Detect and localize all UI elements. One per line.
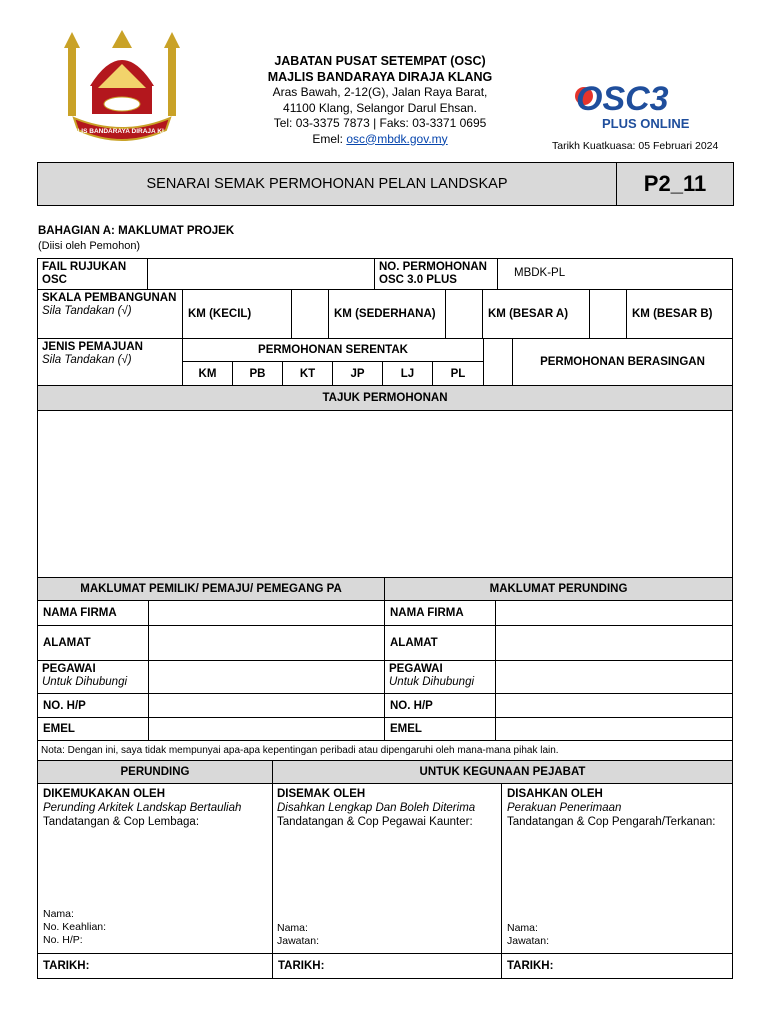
consultant-emel-label: EMEL	[384, 717, 496, 741]
approved-by-box[interactable]	[501, 783, 733, 954]
km-sederhana-checkbox[interactable]	[445, 289, 483, 339]
section-a-title: BAHAGIAN A: MAKLUMAT PROJEK	[38, 225, 235, 237]
consultant-pegawai-hint: Untuk Dihubungi	[389, 676, 475, 688]
approved-by-nama: Nama:	[507, 922, 538, 934]
consultant-hp-label: NO. H/P	[384, 693, 496, 718]
serentak-kt[interactable]: KT	[282, 361, 333, 386]
owner-hp-field[interactable]	[148, 693, 385, 718]
submitted-by-title: DIKEMUKAKAN OLEH	[43, 788, 166, 800]
km-kecil-checkbox[interactable]	[291, 289, 329, 339]
osc3-plus-online-logo	[572, 78, 712, 133]
checked-by-jawatan: Jawatan:	[277, 935, 320, 947]
osc-logo-main: OSC3	[576, 80, 669, 118]
consultant-pegawai-label-cell	[384, 660, 496, 694]
serentak-pb[interactable]: PB	[232, 361, 283, 386]
consultant-alamat-field[interactable]	[495, 625, 733, 661]
owner-nama-firma-field[interactable]	[148, 600, 385, 626]
checked-by-sub: Disahkan Lengkap Dan Boleh Diterima	[277, 802, 476, 814]
km-besar-a-label: KM (BESAR A)	[482, 289, 590, 339]
email-link[interactable]: osc@mbdk.gov.my	[346, 131, 448, 146]
address-line2: 41100 Klang, Selangor Darul Ehsan.	[283, 100, 477, 115]
section-a-subtitle: (Diisi oleh Pemohon)	[38, 240, 141, 252]
checked-by-title: DISEMAK OLEH	[277, 788, 366, 800]
serentak-jp[interactable]: JP	[332, 361, 383, 386]
owner-heading: MAKLUMAT PEMILIK/ PEMAJU/ PEMEGANG PA	[37, 577, 385, 601]
fail-rujukan-field[interactable]	[147, 258, 375, 290]
form-code: P2_11	[643, 171, 707, 196]
email-label: Emel:	[312, 131, 343, 146]
perunding-heading: PERUNDING	[37, 760, 273, 784]
berasingan-label: PERMOHONAN BERASINGAN	[512, 338, 733, 386]
fail-rujukan-label: FAIL RUJUKAN OSC	[37, 258, 148, 290]
mbdk-crest-logo	[62, 26, 182, 156]
approved-by-sign-label: Tandatangan & Cop Pengarah/Terkanan:	[507, 816, 716, 828]
no-permohonan-field[interactable]: MBDK-PL	[497, 258, 733, 290]
approved-by-date[interactable]: TARIKH:	[501, 953, 733, 979]
address-line1: Aras Bawah, 2-12(G), Jalan Raya Barat,	[272, 85, 488, 99]
consultant-alamat-label: ALAMAT	[384, 625, 496, 661]
skala-label: SKALA PEMBANGUNAN	[42, 292, 177, 304]
submitted-by-keahlian: No. Keahlian:	[43, 921, 107, 933]
submitted-by-hp: No. H/P:	[43, 934, 83, 946]
declaration-note: Nota: Dengan ini, saya tidak mempunyai apa-apa kepentingan peribadi atau dipengaruhi oleh mana-mana pihak lain.	[37, 740, 733, 761]
owner-hp-label: NO. H/P	[37, 693, 149, 718]
approved-by-title: DISAHKAN OLEH	[507, 788, 603, 800]
jenis-hint: Sila Tandakan (√)	[42, 354, 132, 366]
no-permohonan-label: NO. PERMOHONAN OSC 3.0 PLUS	[374, 258, 498, 290]
owner-pegawai-field[interactable]	[148, 660, 385, 694]
owner-nama-firma-label: NAMA FIRMA	[37, 600, 149, 626]
organisation-details	[250, 54, 510, 147]
consultant-emel-field[interactable]	[495, 717, 733, 741]
tajuk-field[interactable]	[37, 410, 733, 578]
owner-pegawai-label: PEGAWAI	[42, 663, 96, 675]
org-name-line1: JABATAN PUSAT SETEMPAT (OSC)	[274, 54, 486, 68]
serentak-km[interactable]: KM	[182, 361, 233, 386]
owner-pegawai-hint: Untuk Dihubungi	[42, 676, 128, 688]
serentak-pl[interactable]: PL	[432, 361, 484, 386]
consultant-hp-field[interactable]	[495, 693, 733, 718]
consultant-heading: MAKLUMAT PERUNDING	[384, 577, 733, 601]
consultant-pegawai-label: PEGAWAI	[389, 663, 443, 675]
checked-by-sign-label: Tandatangan & Cop Pegawai Kaunter:	[277, 816, 473, 828]
pejabat-heading: UNTUK KEGUNAAN PEJABAT	[272, 760, 733, 784]
crest-banner-text: MAJLIS BANDARAYA DIRAJA KLANG	[63, 128, 181, 135]
submitted-by-nama: Nama:	[43, 908, 74, 920]
km-kecil-label: KM (KECIL)	[182, 289, 292, 339]
owner-alamat-label: ALAMAT	[37, 625, 149, 661]
org-name-line2: MAJLIS BANDARAYA DIRAJA KLANG	[267, 69, 493, 84]
osc-logo-sub: PLUS ONLINE	[602, 116, 690, 131]
km-besar-b-label: KM (BESAR B)	[626, 289, 733, 339]
jenis-label: JENIS PEMAJUAN	[42, 341, 143, 353]
form-title-box	[37, 162, 734, 206]
checked-by-box[interactable]	[272, 783, 502, 954]
owner-alamat-field[interactable]	[148, 625, 385, 661]
effective-date: Tarikh Kuatkuasa: 05 Februari 2024	[552, 140, 719, 152]
checked-by-date[interactable]: TARIKH:	[272, 953, 502, 979]
skala-hint: Sila Tandakan (√)	[42, 305, 132, 317]
email-line	[250, 132, 510, 148]
serentak-lj[interactable]: LJ	[382, 361, 433, 386]
skala-label-cell	[37, 289, 183, 339]
form-title: SENARAI SEMAK PERMOHONAN PELAN LANDSKAP	[38, 163, 617, 205]
approved-by-jawatan: Jawatan:	[507, 935, 550, 947]
owner-pegawai-label-cell	[37, 660, 149, 694]
submitted-by-box[interactable]	[37, 783, 273, 954]
berasingan-checkbox[interactable]	[483, 338, 513, 386]
km-besar-a-checkbox[interactable]	[589, 289, 627, 339]
km-sederhana-label: KM (SEDERHANA)	[328, 289, 446, 339]
serentak-heading: PERMOHONAN SERENTAK	[182, 338, 484, 362]
phone-fax: Tel: 03-3375 7873 | Faks: 03-3371 0695	[273, 116, 487, 130]
owner-emel-label: EMEL	[37, 717, 149, 741]
consultant-pegawai-field[interactable]	[495, 660, 733, 694]
submitted-by-date[interactable]: TARIKH:	[37, 953, 273, 979]
consultant-nama-firma-label: NAMA FIRMA	[384, 600, 496, 626]
submitted-by-sub: Perunding Arkitek Landskap Bertauliah	[43, 802, 242, 814]
consultant-nama-firma-field[interactable]	[495, 600, 733, 626]
checked-by-nama: Nama:	[277, 922, 308, 934]
submitted-by-sign-label: Tandatangan & Cop Lembaga:	[43, 816, 200, 828]
tajuk-heading: TAJUK PERMOHONAN	[37, 385, 733, 411]
approved-by-sub: Perakuan Penerimaan	[507, 802, 622, 814]
owner-emel-field[interactable]	[148, 717, 385, 741]
jenis-label-cell	[37, 338, 183, 386]
